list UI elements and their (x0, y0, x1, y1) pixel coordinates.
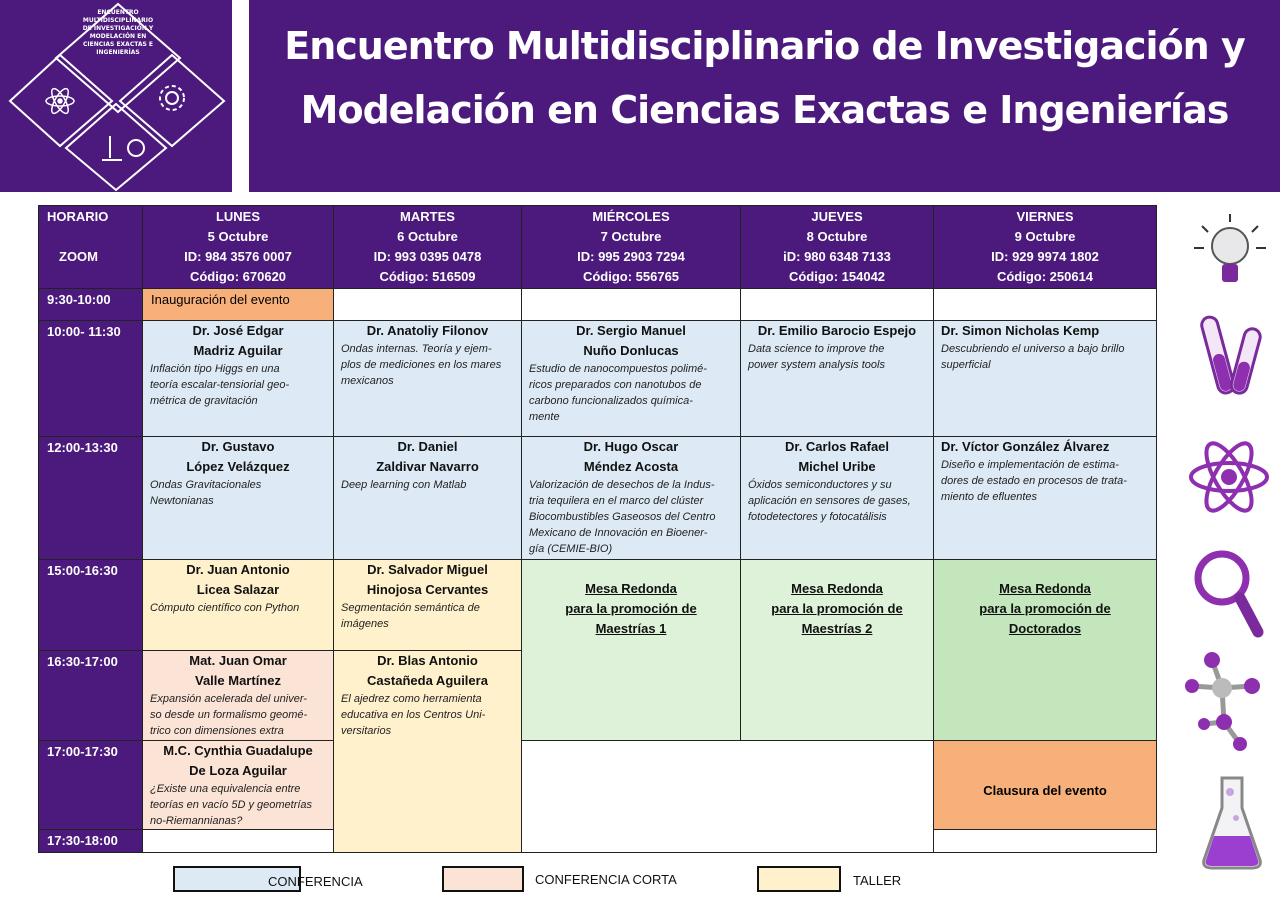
session-topic: Valorización de desechos de la Indus- (529, 479, 715, 491)
zoom-code: Código: 516509 (379, 269, 476, 284)
session-cell (142, 650, 334, 741)
speaker-name: M.C. Cynthia Guadalupe (163, 743, 313, 758)
svg-text:CIENCIAS EXACTAS E: CIENCIAS EXACTAS E (83, 41, 153, 48)
zoom-id: ID: 984 3576 0007 (184, 249, 292, 264)
atom-icon (1184, 430, 1274, 524)
page-title: Encuentro Multidisciplinario de Investigación y Modelación en Ciencias Exactas e Ingenierías (284, 24, 1245, 132)
speaker-name: Licea Salazar (196, 582, 280, 597)
day-date: 5 Octubre (207, 229, 269, 244)
session-topic: teorías en vacío 5D y geometrías (150, 799, 313, 811)
svg-text:MULTIDISCIPLINARIO: MULTIDISCIPLINARIO (82, 17, 154, 24)
speaker-name: Dr. Juan Antonio (186, 562, 290, 577)
speaker-name: Dr. Carlos Rafael (784, 439, 890, 454)
legend-swatch-taller (757, 866, 841, 892)
day-date: 6 Octubre (397, 229, 458, 244)
session-topic: Mexicano de Innovación en Bioener- (529, 527, 708, 539)
speaker-name: Dr. Hugo Oscar (583, 439, 679, 454)
zoom-code: Código: 670620 (189, 269, 287, 284)
session-topic: El ajedrez como herramienta (341, 693, 482, 705)
session-topic: métrica de gravitación (150, 395, 258, 407)
zoom-label: ZOOM (59, 249, 98, 264)
session-cell (333, 436, 522, 560)
mesa-title: Maestrías 1 (595, 621, 667, 636)
speaker-name: De Loza Aguilar (189, 763, 287, 778)
session-topic: Expansión acelerada del univer- (150, 693, 307, 705)
session-topic: no-Riemannianas? (150, 815, 243, 827)
svg-text:ENCUENTRO: ENCUENTRO (97, 9, 139, 16)
mesa-title: para la promoción de (565, 601, 697, 616)
session-cell (333, 650, 522, 853)
lightbulb-icon (1190, 208, 1270, 296)
session-cell (142, 559, 334, 651)
session-topic: Cómputo científico con Python (150, 602, 300, 614)
molecule-icon (1184, 648, 1274, 754)
zoom-id: ID: 993 0395 0478 (373, 249, 482, 264)
speaker-name: Michel Uribe (798, 459, 876, 474)
legend-conferencia: CONFERENCIA (268, 874, 363, 889)
event-logo (0, 0, 232, 192)
session-topic: Descubriendo el universo a bajo brillo (941, 343, 1125, 355)
header-lunes (142, 205, 334, 289)
empty-cell (142, 829, 334, 853)
magnifier-icon (1190, 546, 1268, 640)
empty-cell (333, 288, 522, 321)
mesa-redonda-cell (740, 559, 934, 741)
speaker-name: Dr. Gustavo (201, 439, 275, 454)
mesa-redonda-cell (933, 559, 1157, 741)
session-topic: fotodetectores y fotocatálisis (748, 511, 887, 523)
session-cell (521, 320, 741, 437)
legend-swatch-corta (442, 866, 524, 892)
speaker-name: Dr. Simon Nicholas Kemp (941, 323, 1100, 338)
session-topic: dores de estado en procesos de trata- (941, 475, 1127, 487)
mesa-title: Doctorados (1008, 621, 1082, 636)
mesa-title: Maestrías 2 (801, 621, 873, 636)
session-cell (933, 320, 1157, 437)
svg-text:MODELACIÓN EN: MODELACIÓN EN (89, 33, 147, 40)
session-topic: teoría escalar-tensiorial geo- (150, 379, 290, 391)
session-topic: tria tequilera en el marco del clúster (529, 495, 704, 507)
day-name: MIÉRCOLES (592, 209, 670, 224)
speaker-name: Dr. Blas Antonio (377, 653, 478, 668)
horario-label: HORARIO (47, 209, 109, 224)
zoom-id: ID: 995 2903 7294 (577, 249, 685, 264)
speaker-name: Mat. Juan Omar (189, 653, 287, 668)
session-cell (142, 320, 334, 437)
flask-icon (1200, 774, 1264, 872)
session-topic: Inflación tipo Higgs en una (150, 363, 280, 375)
session-cell (740, 320, 934, 437)
time-slot: 12:00-13:30 (38, 436, 143, 560)
clausura-cell: Clausura del evento (933, 740, 1157, 830)
logo-panel (0, 0, 232, 192)
header-miercoles (521, 205, 741, 289)
legend-taller: TALLER (853, 873, 902, 888)
time-slot: 17:30-18:00 (38, 829, 143, 853)
time-slot: 15:00-16:30 (38, 559, 143, 651)
day-date: 7 Octubre (600, 229, 662, 244)
session-topic: Óxidos semiconductores y su (748, 479, 892, 491)
day-name: JUEVES (811, 209, 863, 224)
session-topic: Newtonianas (150, 495, 214, 507)
empty-cell (933, 288, 1157, 321)
speaker-name: Castañeda Aguilera (367, 673, 488, 688)
speaker-name: Hinojosa Cervantes (366, 582, 489, 597)
session-topic: Biocombustibles Gaseosos del Centro (529, 511, 716, 523)
speaker-name: Dr. José Edgar (192, 323, 284, 338)
speaker-name: Dr. Sergio Manuel (576, 323, 686, 338)
zoom-code: Código: 154042 (788, 269, 886, 284)
speaker-name: Dr. Daniel (397, 439, 458, 454)
speaker-name: Zaldivar Navarro (376, 459, 479, 474)
zoom-code: Código: 556765 (582, 269, 680, 284)
session-topic: trico con dimensiones extra (150, 725, 284, 737)
mesa-title: Mesa Redonda (791, 581, 883, 596)
session-cell (333, 559, 522, 651)
mesa-title: para la promoción de (771, 601, 903, 616)
svg-text:DE INVESTIGACIÓN Y: DE INVESTIGACIÓN Y (82, 25, 154, 32)
session-topic: carbono funcionalizados química- (529, 395, 693, 407)
session-cell (333, 320, 522, 437)
session-topic: ricos preparados con nanotubos de (529, 379, 702, 391)
session-topic: power system analysis tools (748, 359, 885, 371)
inauguracion-cell: Inauguración del evento (142, 288, 334, 321)
session-topic: plos de mediciones en los mares (341, 359, 502, 371)
zoom-id: ID: 929 9974 1802 (991, 249, 1099, 264)
zoom-id: iD: 980 6348 7133 (783, 249, 891, 264)
session-topic: versitarios (341, 725, 392, 737)
session-cell (933, 436, 1157, 560)
speaker-name: Dr. Víctor González Álvarez (941, 439, 1110, 454)
time-slot: 10:00- 11:30 (38, 320, 143, 437)
session-topic: Segmentación semántica de (341, 602, 480, 614)
day-name: LUNES (215, 209, 261, 224)
session-topic: ¿Existe una equivalencia entre (150, 783, 301, 795)
empty-cell (521, 288, 741, 321)
day-name: MARTES (400, 209, 455, 224)
speaker-name: Méndez Acosta (583, 459, 679, 474)
mesa-redonda-cell (521, 559, 741, 741)
session-topic: miento de efluentes (941, 491, 1038, 503)
day-date: 8 Octubre (806, 229, 868, 244)
zoom-code: Código: 250614 (996, 269, 1094, 284)
svg-text:INGENIERÍAS: INGENIERÍAS (96, 49, 140, 56)
session-topic: so desde un formalismo geomé- (150, 709, 308, 721)
mesa-title: para la promoción de (979, 601, 1111, 616)
session-topic: Diseño e implementación de estima- (941, 459, 1119, 471)
speaker-name: Madriz Aguilar (193, 343, 283, 358)
empty-cell (521, 740, 934, 853)
header-horario (38, 205, 143, 289)
session-topic: superficial (941, 359, 991, 371)
speaker-name: Dr. Anatoliy Filonov (366, 323, 489, 338)
day-date: 9 Octubre (1014, 229, 1076, 244)
session-cell (142, 436, 334, 560)
day-name: VIERNES (1016, 209, 1074, 224)
empty-cell (740, 288, 934, 321)
session-topic: imágenes (341, 618, 389, 630)
session-topic: Ondas internas. Teoría y ejem- (341, 343, 492, 355)
session-topic: Ondas Gravitacionales (150, 479, 262, 491)
session-topic: Estudio de nanocompuestos polimé- (529, 363, 707, 375)
session-topic: mente (529, 411, 560, 423)
empty-cell (933, 829, 1157, 853)
mesa-title: Mesa Redonda (585, 581, 677, 596)
session-cell (142, 740, 334, 830)
speaker-name: López Velázquez (186, 459, 290, 474)
session-topic: mexicanos (341, 375, 394, 387)
session-topic: aplicación en sensores de gases, (748, 495, 911, 507)
speaker-name: Valle Martínez (195, 673, 281, 688)
time-slot: 16:30-17:00 (38, 650, 143, 741)
header-jueves (740, 205, 934, 289)
session-topic: gía (CEMIE-BIO) (529, 543, 613, 555)
session-topic: Data science to improve the (748, 343, 885, 355)
session-cell (521, 436, 741, 560)
session-topic: educativa en los Centros Uni- (341, 709, 486, 721)
session-cell (740, 436, 934, 560)
session-topic: Deep learning con Matlab (341, 479, 467, 491)
speaker-name: Dr. Emilio Barocio Espejo (757, 323, 917, 338)
time-slot: 17:00-17:30 (38, 740, 143, 830)
speaker-name: Nuño Donlucas (583, 343, 679, 358)
header-martes (333, 205, 522, 289)
speaker-name: Dr. Salvador Miguel (367, 562, 488, 577)
test-tubes-icon (1190, 310, 1270, 402)
mesa-title: Mesa Redonda (999, 581, 1091, 596)
header-viernes (933, 205, 1157, 289)
time-slot: 9:30-10:00 (38, 288, 143, 321)
legend-corta: CONFERENCIA CORTA (535, 872, 677, 887)
